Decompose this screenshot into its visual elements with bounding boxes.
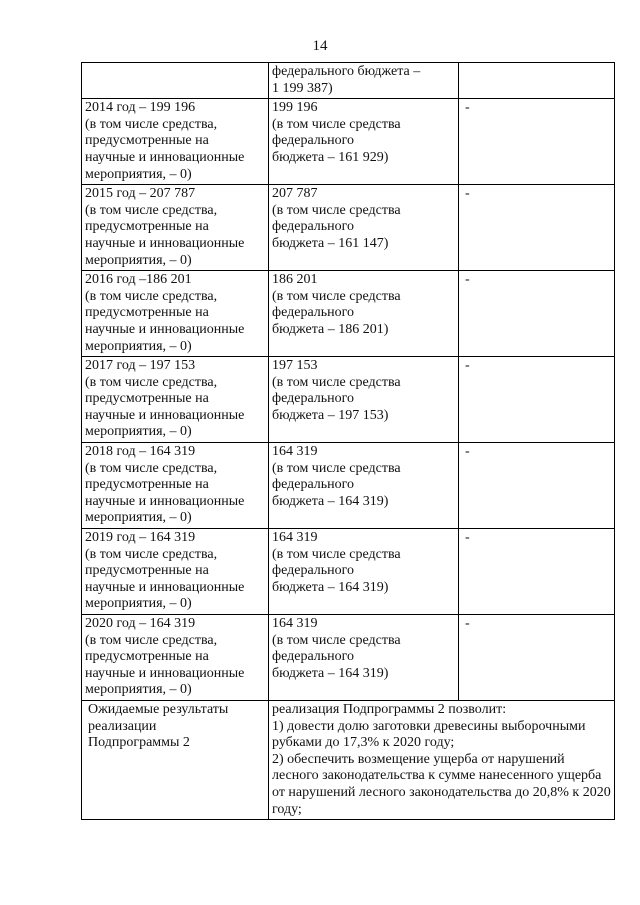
cell-line: 164 319 bbox=[272, 616, 318, 631]
cell-line: 207 787 bbox=[272, 186, 318, 202]
cell-col3 bbox=[459, 63, 615, 99]
cell-line: Подпрограммы 2 bbox=[88, 735, 190, 751]
cell-line: мероприятия, – 0) bbox=[85, 338, 192, 354]
cell-line: (в том числе средства bbox=[272, 116, 401, 132]
cell-line: 1) довести долю заготовки древесины выборочными рубками до 17,3% к 2020 году; bbox=[272, 718, 586, 751]
cell-line: бюджета – 164 319) bbox=[272, 579, 389, 595]
cell-line: 197 153 bbox=[272, 358, 318, 374]
cell-line: 186 201 bbox=[272, 272, 318, 288]
cell-year-total bbox=[82, 271, 269, 357]
cell-line: 2020 год – 164 319 bbox=[85, 616, 196, 631]
cell-line: - bbox=[465, 358, 470, 374]
cell-line: (в том числе средства, bbox=[85, 288, 218, 304]
cell-line: - bbox=[465, 272, 470, 288]
cell-line: (в том числе средства, bbox=[85, 202, 218, 218]
cell-line: 2017 год – 197 153 bbox=[85, 358, 196, 374]
cell-line: (в том числе средства bbox=[272, 460, 401, 476]
table-row-continuation bbox=[82, 63, 615, 99]
cell-line: (в том числе средства bbox=[272, 632, 401, 648]
cell-line: мероприятия, – 0) bbox=[85, 252, 192, 268]
cell-line: предусмотренные на bbox=[85, 305, 209, 321]
cell-year-total bbox=[82, 99, 269, 185]
cell-line: (в том числе средства, bbox=[85, 460, 218, 476]
table-row bbox=[82, 99, 615, 185]
cell-line: 2019 год – 164 319 bbox=[85, 530, 196, 546]
cell-line: 2015 год – 207 787 bbox=[85, 186, 196, 202]
cell-line: бюджета – 197 153) bbox=[272, 407, 389, 423]
cell-line: мероприятия, – 0) bbox=[85, 682, 192, 698]
cell-other-sources bbox=[459, 185, 615, 271]
cell-line: (в том числе средства, bbox=[85, 116, 218, 132]
cell-line: (в том числе средства, bbox=[85, 546, 218, 562]
cell-line: 2) обеспечить возмещение ущерба от нарушений лесного законодательства к сумме нанесенного ущерба от нарушений лесного законодательства до 20,8% к 2020 году; bbox=[272, 751, 611, 817]
cell-line: (в том числе средства, bbox=[85, 632, 218, 648]
cell-line: бюджета – 164 319) bbox=[272, 665, 389, 681]
cell-line: 199 196 bbox=[272, 100, 318, 116]
cell-line: мероприятия, – 0) bbox=[85, 166, 192, 182]
cell-line: научные и инновационные bbox=[85, 149, 245, 165]
cell-year-total bbox=[82, 185, 269, 271]
cell-other-sources bbox=[459, 615, 615, 701]
cell-line: предусмотренные на bbox=[85, 133, 209, 149]
cell-year-total bbox=[82, 529, 269, 615]
cell-line: федерального bbox=[272, 391, 355, 407]
cell-line: 1 199 387) bbox=[272, 80, 333, 96]
cell-line: бюджета – 164 319) bbox=[272, 493, 389, 509]
cell-other-sources bbox=[459, 357, 615, 443]
cell-line: 164 319 bbox=[272, 444, 318, 460]
cell-year-total bbox=[82, 357, 269, 443]
cell-line: федерального бюджета – bbox=[272, 64, 421, 79]
cell-federal-budget bbox=[269, 443, 459, 529]
cell-other-sources bbox=[459, 529, 615, 615]
cell-col1 bbox=[82, 63, 269, 99]
cell-line: федерального bbox=[272, 477, 355, 493]
cell-line: (в том числе средства, bbox=[85, 374, 218, 390]
cell-line: научные и инновационные bbox=[85, 665, 245, 681]
cell-line: мероприятия, – 0) bbox=[85, 510, 192, 526]
cell-line: (в том числе средства bbox=[272, 202, 401, 218]
cell-line: - bbox=[465, 100, 470, 116]
cell-line: научные и инновационные bbox=[85, 407, 245, 423]
cell-line: (в том числе средства bbox=[272, 374, 401, 390]
cell-line: реализация Подпрограммы 2 позволит: bbox=[272, 701, 507, 717]
table-row-expected-results bbox=[82, 700, 615, 819]
cell-line: бюджета – 161 929) bbox=[272, 149, 389, 165]
cell-line: бюджета – 161 147) bbox=[272, 235, 389, 251]
cell-federal-budget bbox=[269, 185, 459, 271]
page-number: 14 bbox=[312, 38, 328, 54]
cell-year-total bbox=[82, 615, 269, 701]
cell-line: - bbox=[465, 186, 470, 202]
cell-federal-budget bbox=[269, 529, 459, 615]
cell-col2 bbox=[269, 63, 459, 99]
cell-line: федерального bbox=[272, 649, 355, 665]
cell-results-content bbox=[269, 700, 615, 819]
cell-line: мероприятия, – 0) bbox=[85, 596, 192, 612]
table-row bbox=[82, 529, 615, 615]
cell-line: 2014 год – 199 196 bbox=[85, 100, 196, 116]
table-row bbox=[82, 443, 615, 529]
table-row bbox=[82, 357, 615, 443]
cell-other-sources bbox=[459, 443, 615, 529]
cell-line: предусмотренные на bbox=[85, 649, 209, 665]
cell-federal-budget bbox=[269, 357, 459, 443]
cell-year-total bbox=[82, 443, 269, 529]
cell-line: Ожидаемые результаты bbox=[88, 701, 229, 717]
cell-other-sources bbox=[459, 271, 615, 357]
cell-line: научные и инновационные bbox=[85, 579, 245, 595]
cell-federal-budget bbox=[269, 99, 459, 185]
table-row bbox=[82, 185, 615, 271]
cell-line: - bbox=[465, 616, 470, 631]
cell-line: бюджета – 186 201) bbox=[272, 321, 389, 337]
cell-federal-budget bbox=[269, 271, 459, 357]
cell-line: научные и инновационные bbox=[85, 493, 245, 509]
cell-line: реализации bbox=[88, 718, 157, 734]
cell-other-sources bbox=[459, 99, 615, 185]
table-row bbox=[82, 615, 615, 701]
cell-results-label bbox=[82, 700, 269, 819]
cell-line: мероприятия, – 0) bbox=[85, 424, 192, 440]
cell-federal-budget bbox=[269, 615, 459, 701]
cell-line: федерального bbox=[272, 133, 355, 149]
budget-table bbox=[81, 62, 615, 820]
cell-line: федерального bbox=[272, 305, 355, 321]
cell-line: - bbox=[465, 530, 470, 546]
cell-line: (в том числе средства bbox=[272, 546, 401, 562]
table-row bbox=[82, 271, 615, 357]
cell-line: предусмотренные на bbox=[85, 477, 209, 493]
cell-line: 2016 год –186 201 bbox=[85, 272, 192, 288]
cell-line: предусмотренные на bbox=[85, 391, 209, 407]
cell-line: - bbox=[465, 444, 470, 460]
cell-line: (в том числе средства bbox=[272, 288, 401, 304]
cell-line: научные и инновационные bbox=[85, 235, 245, 251]
cell-line: федерального bbox=[272, 563, 355, 579]
cell-line: 164 319 bbox=[272, 530, 318, 546]
cell-line: предусмотренные на bbox=[85, 219, 209, 235]
cell-line: научные и инновационные bbox=[85, 321, 245, 337]
cell-line: 2018 год – 164 319 bbox=[85, 444, 196, 460]
cell-line: федерального bbox=[272, 219, 355, 235]
cell-line: предусмотренные на bbox=[85, 563, 209, 579]
